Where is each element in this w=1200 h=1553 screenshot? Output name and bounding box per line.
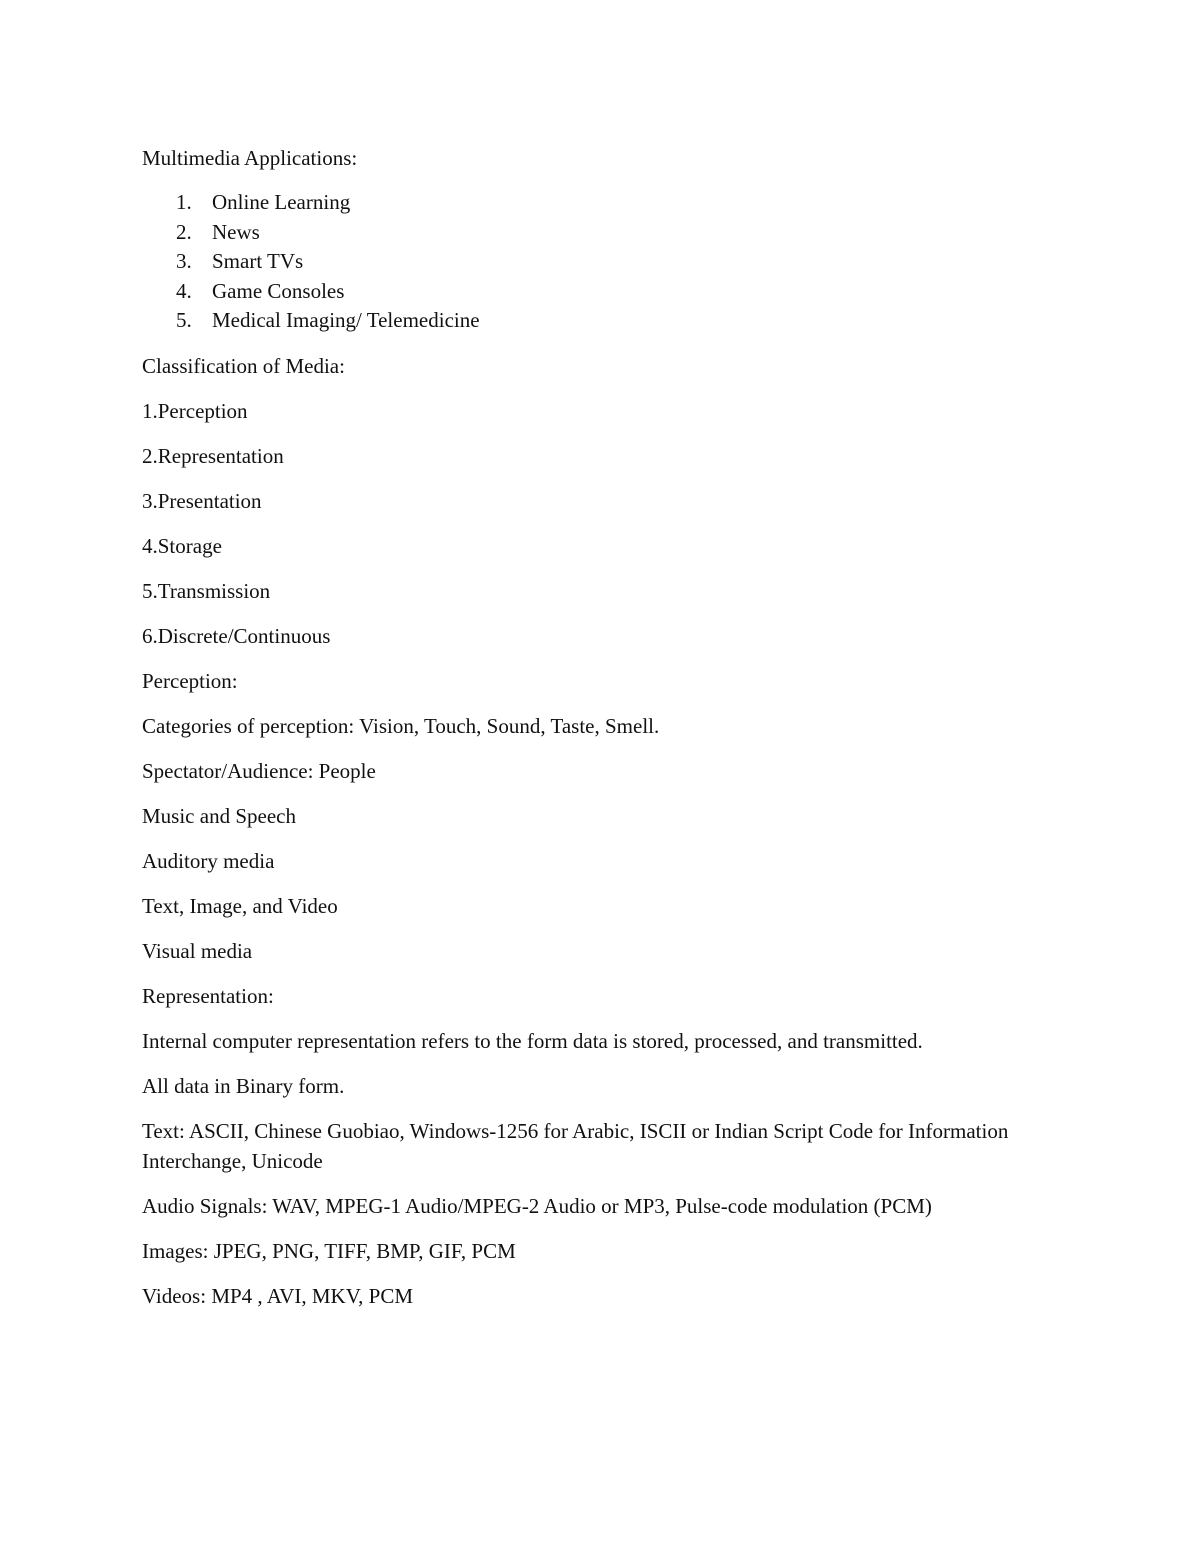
- list-item: 2. News: [176, 219, 260, 244]
- perception-paragraph: Text, Image, and Video: [142, 893, 338, 918]
- perception-paragraph: Music and Speech: [142, 803, 296, 828]
- representation-paragraph: Audio Signals: WAV, MPEG-1 Audio/MPEG-2 Audio or MP3, Pulse-code modulation (PCM): [142, 1193, 932, 1218]
- perception-paragraph: Visual media: [142, 938, 253, 963]
- perception-paragraph: Spectator/Audience: People: [142, 758, 376, 783]
- classification-item: 4.Storage: [142, 533, 222, 558]
- representation-paragraph: All data in Binary form.: [142, 1073, 345, 1098]
- perception-paragraph: Categories of perception: Vision, Touch, Sound, Taste, Smell.: [142, 713, 660, 738]
- classification-item: 6.Discrete/Continuous: [142, 623, 331, 648]
- representation-paragraph: Text: ASCII, Chinese Guobiao, Windows-1256 for Arabic, ISCII or Indian Script Code for Information Interchange, Unicode: [142, 1118, 1009, 1173]
- representation-paragraph: Videos: MP4 , AVI, MKV, PCM: [142, 1283, 414, 1308]
- representation-paragraph: Internal computer representation refers to the form data is stored, processed, and transmitted.: [142, 1028, 923, 1053]
- heading-perception: Perception:: [142, 668, 238, 693]
- applications-list: [142, 188, 1062, 336]
- list-item: 4. Game Consoles: [176, 278, 345, 303]
- classification-item: 2.Representation: [142, 443, 284, 468]
- representation-paragraph: Images: JPEG, PNG, TIFF, BMP, GIF, PCM: [142, 1238, 516, 1263]
- classification-item: 1.Perception: [142, 398, 248, 423]
- list-item: 5. Medical Imaging/ Telemedicine: [176, 308, 480, 332]
- perception-paragraph: Auditory media: [142, 848, 275, 873]
- list-item: 3. Smart TVs: [176, 249, 304, 273]
- document-body: [142, 143, 1062, 1326]
- heading-multimedia-applications: Multimedia Applications:: [142, 146, 358, 170]
- classification-item: 3.Presentation: [142, 488, 262, 513]
- heading-representation: Representation:: [142, 983, 274, 1008]
- classification-item: 5.Transmission: [142, 578, 271, 603]
- heading-classification-of-media: Classification of Media:: [142, 353, 345, 378]
- list-item: 1. Online Learning: [176, 190, 351, 214]
